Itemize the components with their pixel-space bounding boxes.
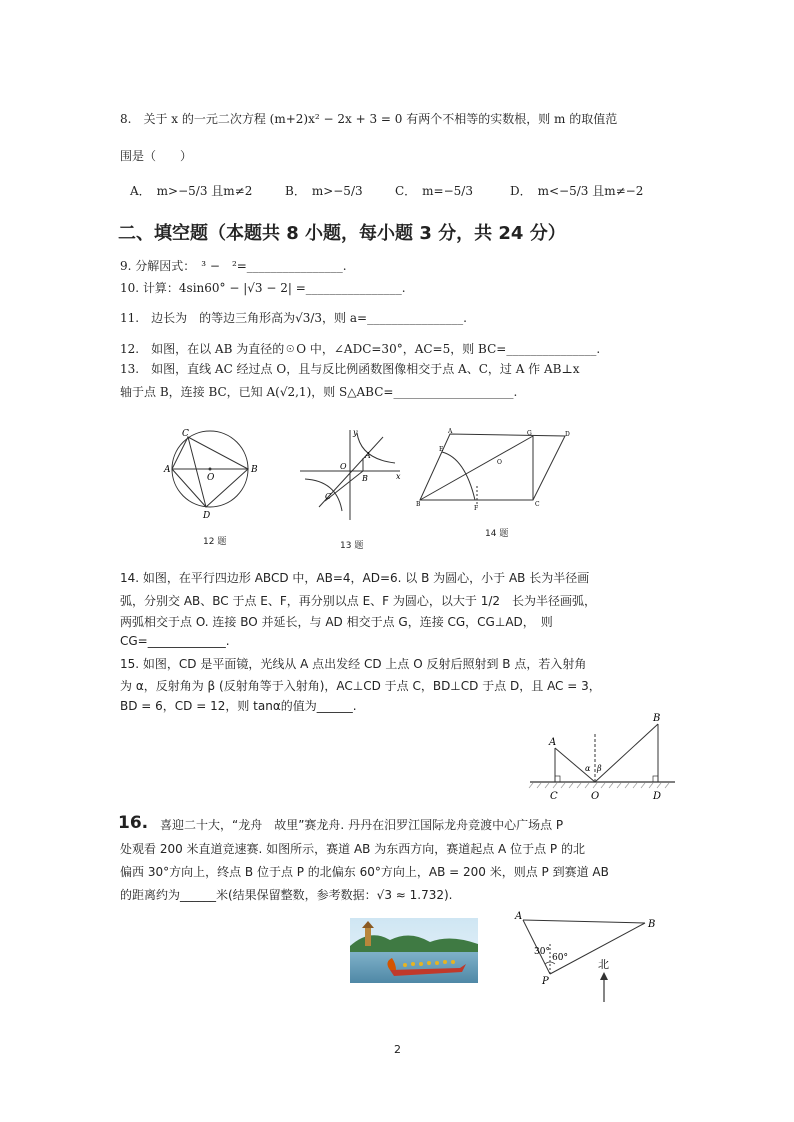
q16-line4: 的距离约为______米(结果保留整数，参考数据：√3 ≈ 1.732). (120, 888, 453, 902)
figure-16-bearings (505, 910, 670, 1005)
label-b: B (251, 465, 258, 475)
q16-line1: 喜迎二十大，“龙舟 故里”赛龙舟. 丹丹在汨罗江国际龙舟竞渡中心广场点 P (160, 818, 564, 832)
label-north: 北 (598, 958, 609, 971)
label-c: C (550, 791, 558, 802)
label-o: O (207, 473, 215, 483)
q14-line3: 两弧相交于点 O. 连接 BO 并延长，与 AD 相交于点 G，连接 CG，CG⊥AD， 则 (120, 615, 553, 629)
label-beta: β (597, 764, 602, 773)
q12: 12. 如图，在以 AB 为直径的☉O 中，∠ADC=30°，AC=5，则 BC=_______________. (120, 342, 601, 356)
q14-line2: 弧，分别交 AB、BC 于点 E、F，再分别以点 E、F 为圆心，以大于 1/2 长为半径画弧， (120, 594, 597, 608)
label-a: A (448, 428, 453, 435)
north-arrow-icon (600, 972, 608, 980)
figure-14-parallelogram (415, 428, 575, 513)
q14-line4: CG=_____________. (120, 634, 230, 648)
q10: 10. 计算：4sin60° − |√3 − 2| =________________. (120, 281, 406, 295)
figure-12-circle (158, 425, 268, 525)
right-angle-c (555, 776, 560, 782)
right-angle-d (653, 776, 658, 782)
label-b: B (362, 474, 368, 483)
q13-line1: 13. 如图，直线 AC 经过点 O，且与反比例函数图像相交于点 A、C，过 A 作 AB⊥x (120, 362, 580, 376)
mirror-hatching (529, 783, 669, 788)
caption-13: 13 题 (340, 541, 364, 551)
q16-line2: 处观看 200 米直道竞速赛. 如图所示，赛道 AB 为东西方向，赛道起点 A 位于点 P 的北 (120, 842, 585, 856)
label-y: y (353, 428, 358, 437)
q15-line1: 15. 如图，CD 是平面镜，光线从 A 点出发经 CD 上点 O 反射后照射到 B 点，若入射角 (120, 657, 587, 671)
section-title: 二、填空题（本题共 8 小题，每小题 3 分，共 24 分） (118, 223, 566, 244)
hyperbola-left (305, 479, 342, 511)
label-a: A (549, 737, 557, 748)
center-o-dot (209, 468, 212, 471)
q8-line1: 8. 关于 x 的一元二次方程 (m+2)x² − 2x + 3 = 0 有两个不相等的实数根，则 m 的取值范 (120, 112, 618, 126)
page-number: 2 (394, 1043, 401, 1056)
q8-line2: 围是（ ） (120, 149, 193, 163)
q8-option-a: A． m>−5/3 且m≠2 (130, 184, 253, 198)
q8-option-c: C． m=−5/3 (395, 184, 473, 198)
parallelogram-abcd (420, 434, 565, 500)
label-o: O (497, 459, 502, 466)
label-c: C (182, 429, 189, 439)
q15-line2: 为 α，反射角为 β (反射角等于入射角)，AC⊥CD 于点 C，BD⊥CD 于点 D，且 AC = 3， (120, 679, 601, 693)
label-b: B (648, 919, 656, 930)
q9: 9. 分解因式： ³ − ²=________________. (120, 259, 347, 273)
label-d: D (203, 511, 211, 521)
label-b: B (416, 501, 421, 508)
label-p: P (542, 976, 549, 987)
figure-13-graph (295, 425, 405, 525)
q16-line3: 偏西 30°方向上，终点 B 位于点 P 的北偏东 60°方向上，AB = 200 米，则点 P 到赛道 AB (120, 865, 609, 879)
label-d: D (565, 431, 570, 438)
q8-option-b: B． m>−5/3 (285, 184, 363, 198)
segment-ab (523, 920, 645, 923)
label-c: C (325, 492, 332, 501)
q14-line1: 14. 如图，在平行四边形 ABCD 中，AB=4，AD=6. 以 B 为圆心，小于 AB 长为半径画 (120, 571, 590, 585)
label-f: F (474, 505, 479, 512)
q11: 11. 边长为 的等边三角形高为√3/3，则 a=________________. (120, 311, 467, 325)
label-d: D (653, 791, 662, 802)
label-x: x (396, 472, 401, 481)
dragon-boat-photo (350, 918, 478, 983)
label-a: A (515, 911, 523, 922)
ray-ob (595, 724, 658, 782)
pagoda (365, 926, 371, 946)
label-o: O (591, 791, 600, 802)
label-60: 60° (552, 953, 568, 963)
q8-option-d: D． m<−5/3 且m≠−2 (510, 184, 644, 198)
q13-line2: 轴于点 B，连接 BC，已知 A(√2,1)，则 S△ABC=____________________. (120, 385, 518, 399)
label-e: E (439, 446, 444, 453)
caption-14: 14 题 (485, 529, 509, 539)
label-c: C (535, 501, 540, 508)
q16-number: 16. (118, 813, 149, 833)
caption-12: 12 题 (203, 537, 227, 547)
arc-ef (442, 452, 475, 500)
label-o: O (340, 462, 347, 471)
figure-15-mirror (525, 710, 680, 805)
label-alpha: α (585, 764, 591, 773)
q15-line3: BD = 6，CD = 12，则 tanα的值为______. (120, 699, 357, 713)
label-30: 30° (534, 947, 550, 957)
label-b: B (653, 713, 661, 724)
label-a: A (365, 451, 371, 460)
label-a: A (164, 465, 171, 475)
label-g: G (527, 430, 532, 437)
